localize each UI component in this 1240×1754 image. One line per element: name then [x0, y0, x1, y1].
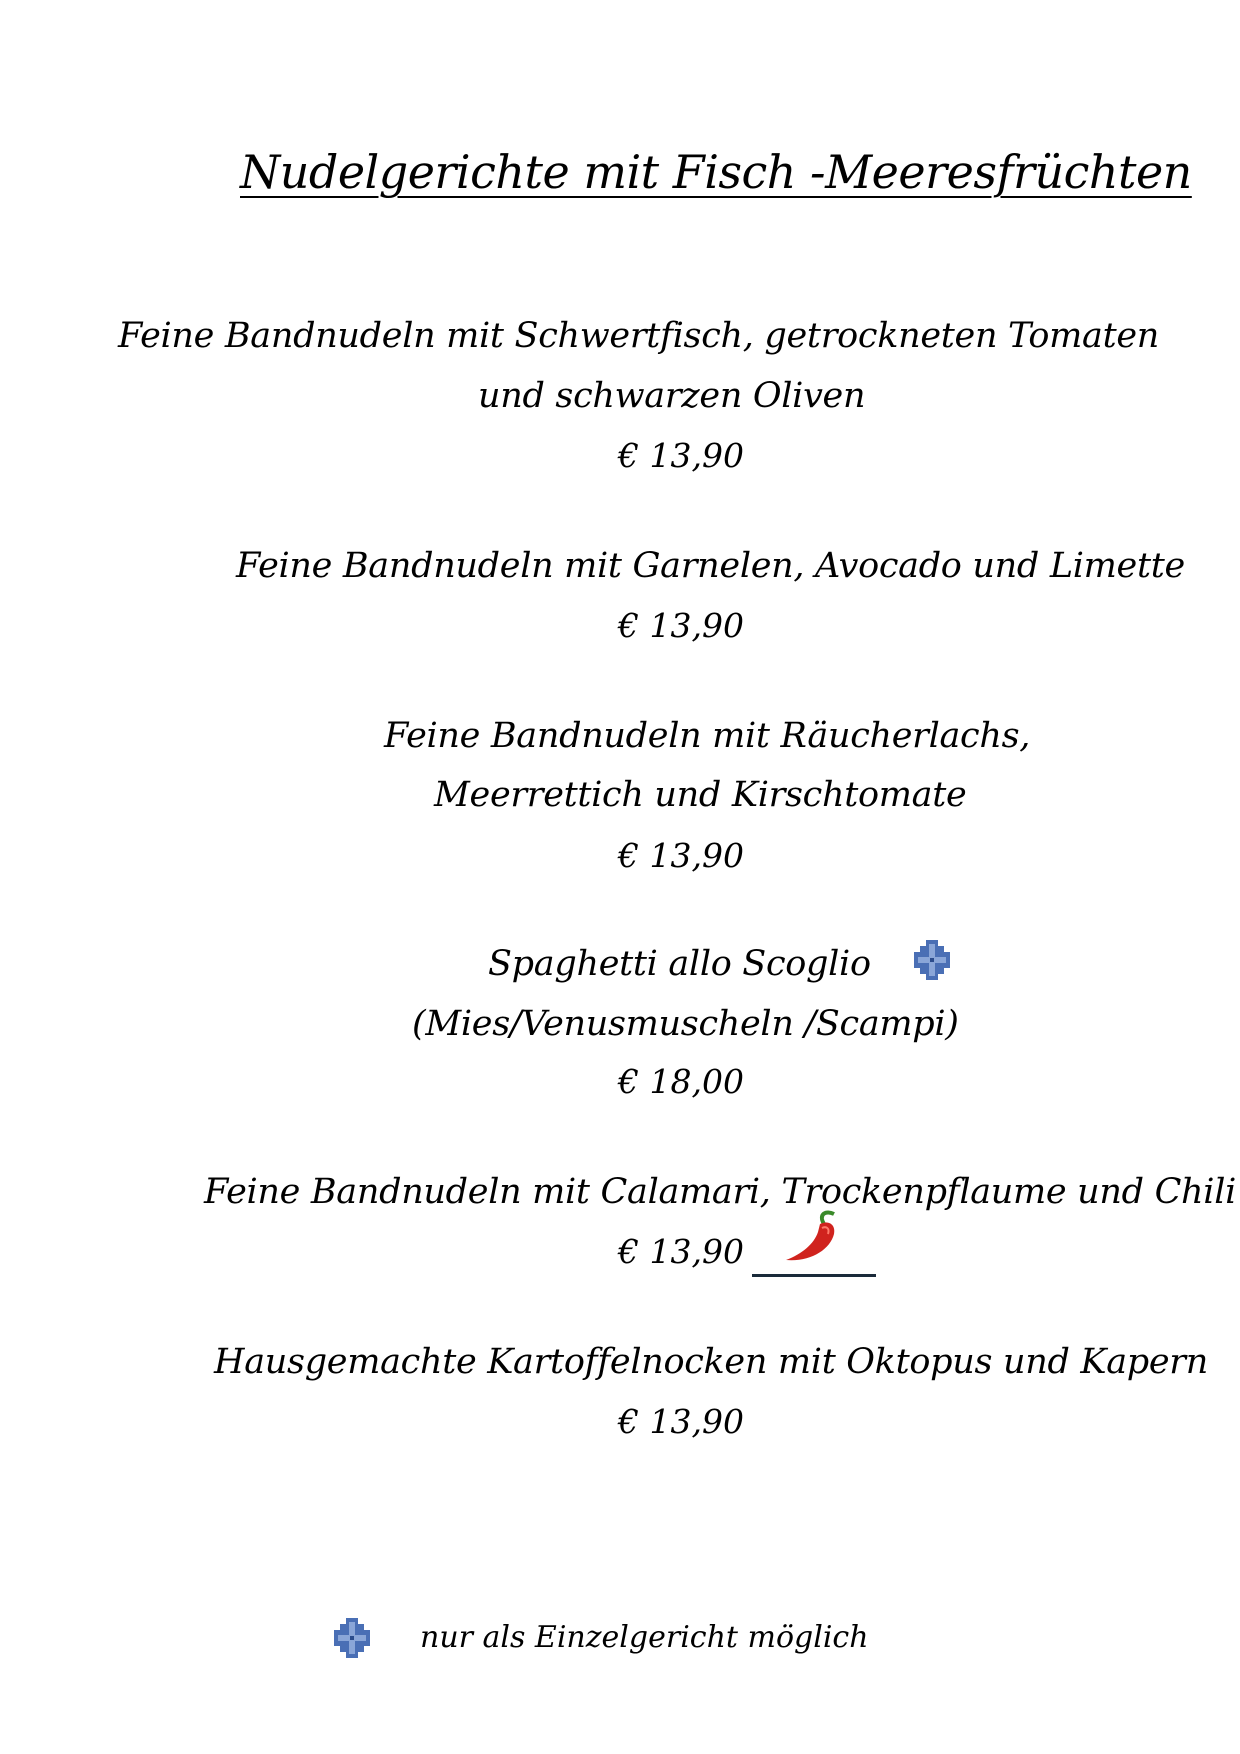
dish-price: € 13,90 — [618, 1402, 744, 1441]
dish-name-line: Spaghetti allo Scoglio — [488, 944, 871, 984]
dish-name-line: Feine Bandnudeln mit Calamari, Trockenpflaume und Chili — [204, 1172, 1236, 1212]
dish-name-line: und schwarzen Oliven — [478, 376, 866, 416]
dish-price: € 13,90 — [618, 836, 744, 875]
dish-name-line: Meerrettich und Kirschtomate — [434, 775, 967, 815]
dish-name-line: Feine Bandnudeln mit Räucherlachs, — [384, 716, 1031, 756]
dish-price: € 18,00 — [618, 1062, 744, 1101]
blue-cross-icon — [332, 1616, 372, 1660]
dish-price: € 13,90 — [618, 1232, 744, 1271]
dish-name-line: Feine Bandnudeln mit Schwertfisch, getrockneten Tomaten — [118, 316, 1159, 356]
page-title: Nudelgerichte mit Fisch -Meeresfrüchten — [240, 145, 1192, 199]
dish-price: € 13,90 — [618, 606, 744, 645]
dish-price: € 13,90 — [618, 436, 744, 475]
footnote-text: nur als Einzelgericht möglich — [420, 1620, 869, 1655]
chili-pepper-icon — [748, 1210, 880, 1280]
blue-cross-icon — [912, 938, 952, 982]
dish-name-line: (Mies/Venusmuscheln /Scampi) — [412, 1004, 959, 1044]
dish-name-line: Feine Bandnudeln mit Garnelen, Avocado und Limette — [236, 546, 1185, 586]
dish-name-line: Hausgemachte Kartoffelnocken mit Oktopus und Kapern — [214, 1342, 1208, 1382]
